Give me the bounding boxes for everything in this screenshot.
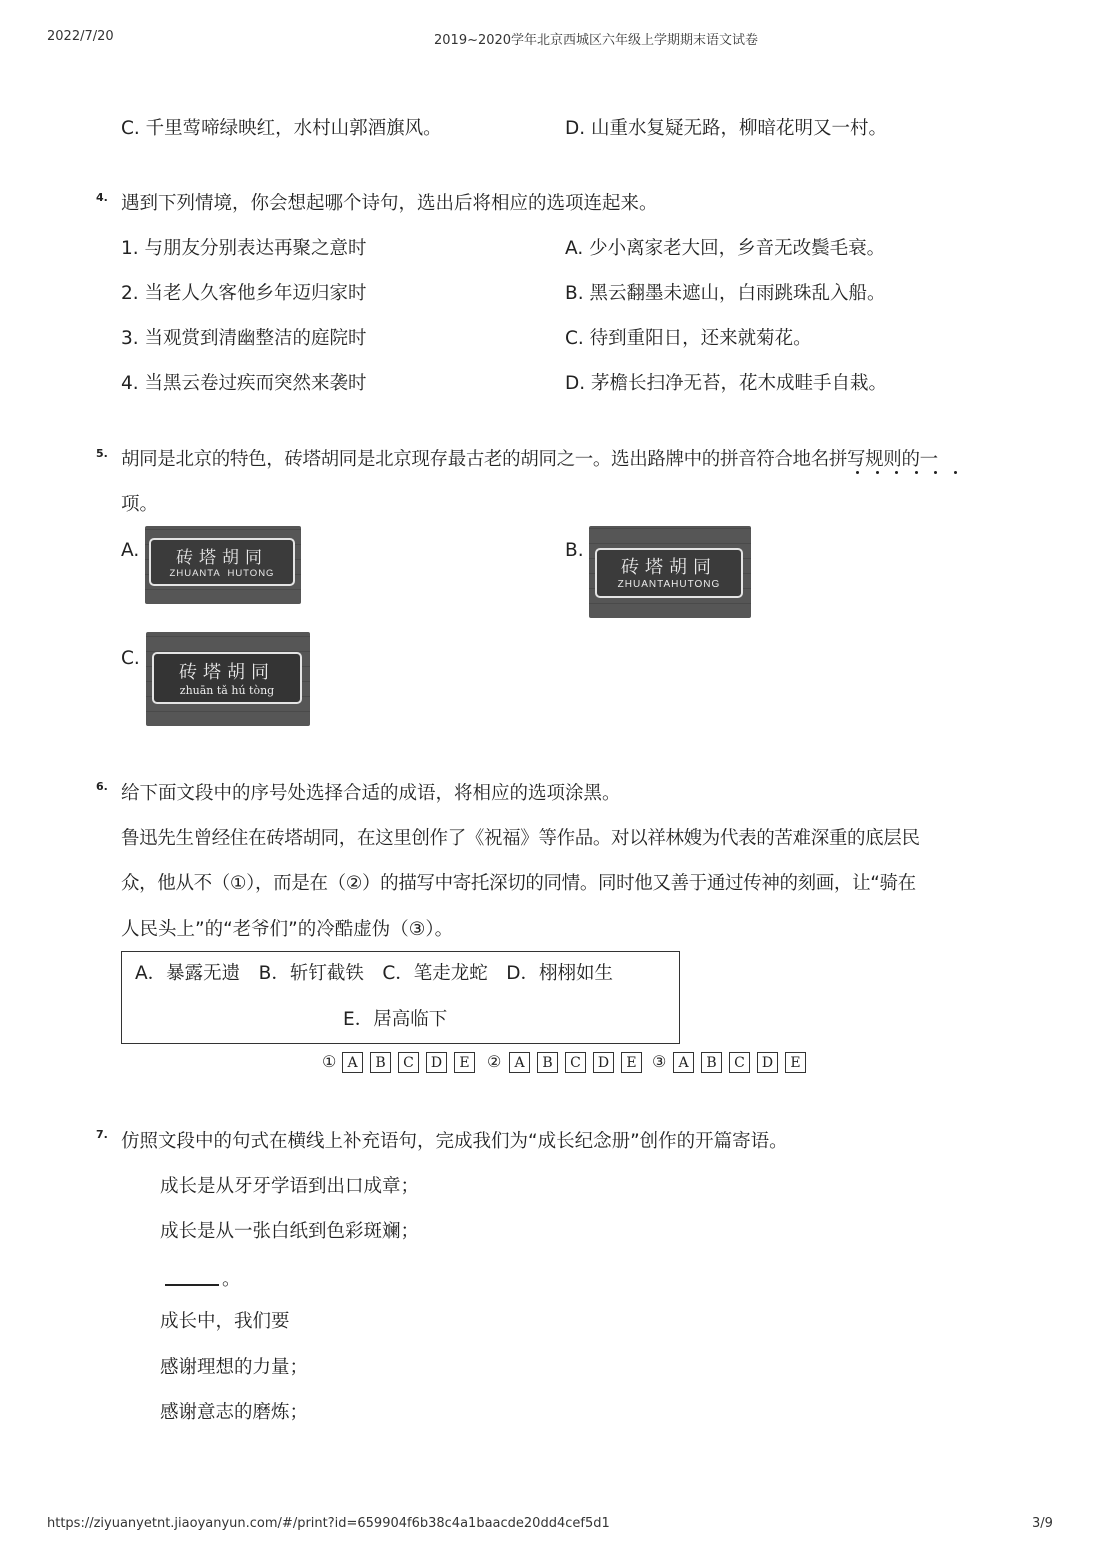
q5-option-a-sign[interactable] [145,526,301,604]
print-date: 2022/7/20 [47,29,114,44]
q6-stem: 给下面文段中的序号处选择合适的成语，将相应的选项涂黑。 [121,783,621,804]
q5-stem-cont: 项。 [121,494,159,515]
document-title: 2019~2020学年北京西城区六年级上学期期末语文试卷 [434,33,759,48]
blank-marker: ③ [652,1052,667,1071]
answer-bubble[interactable]: C [729,1052,750,1073]
q7-line: 感谢意志的磨炼； [160,1402,309,1423]
q7-line: 感谢理想的力量； [160,1357,309,1378]
q4-left-item: 2. 当老人久客他乡年迈归家时 [121,283,367,304]
q5-option-a-label: A. [121,540,140,561]
q4-right-item: C. 待到重阳日，还来就菊花。 [565,328,812,349]
idiom-options-line: A．暴露无遗 B．斩钉截铁 C．笔走龙蛇 D．栩栩如生 [135,963,614,984]
blank-marker: ② [487,1052,502,1071]
q4-left-item: 4. 当黑云卷过疾而突然来袭时 [121,373,367,394]
street-sign-plate [149,538,295,586]
q7-line: 成长是从一张白纸到色彩斑斓； [160,1221,420,1242]
q6-passage-line: 人民头上”的“老爷们”的冷酷虚伪（③）。 [121,919,454,940]
answer-bubble[interactable]: A [673,1052,694,1073]
sign-pinyin: ZHUANTAHUTONG [617,579,721,590]
street-sign-plate [152,652,302,704]
q5-option-c-label: C. [121,648,140,669]
q4-left-item: 1. 与朋友分别表达再聚之意时 [121,238,367,259]
answer-bubble[interactable]: E [454,1052,475,1073]
q6-passage-line: 众，他从不（①），而是在（②）的描写中寄托深切的同情。同时他又善于通过传神的刻画，让“骑在 [121,873,916,894]
q4-right-item: A. 少小离家老大回，乡音无改鬓毛衰。 [565,238,886,259]
q4-left-item: 3. 当观赏到清幽整洁的庭院时 [121,328,367,349]
sign-pinyin: ZHUANTA HUTONG [169,568,275,579]
q5-number: 5. [96,447,108,460]
answer-bubble[interactable]: B [537,1052,558,1073]
sign-chinese: 砖塔胡同 [621,557,717,578]
sign-chinese: 砖塔胡同 [176,548,268,568]
sign-chinese: 砖塔胡同 [179,662,275,683]
answer-bubble[interactable]: D [426,1052,447,1073]
footer-url[interactable]: https://ziyuanyetnt.jiaoyanyun.com/#/print?id=659904f6b38c4a1baacde20dd4cef5d1 [47,1516,610,1531]
answer-bubble[interactable]: E [621,1052,642,1073]
q5-option-b-label: B. [565,540,584,561]
answer-bubble[interactable]: A [509,1052,530,1073]
q6-number: 6. [96,780,108,793]
answer-bubble[interactable]: A [342,1052,363,1073]
answer-bubble[interactable]: B [370,1052,391,1073]
answer-bubble[interactable]: D [593,1052,614,1073]
street-sign-plate [595,548,743,598]
sign-pinyin: zhuān tǎ hú tòng [179,684,275,697]
q7-line: 成长中，我们要 [160,1311,290,1332]
answer-bubble[interactable]: B [701,1052,722,1073]
q4-right-item: B. 黑云翻墨未遮山，白雨跳珠乱入船。 [565,283,886,304]
answer-bubble[interactable]: D [757,1052,778,1073]
q3-option-c: C. 千里莺啼绿映红，水村山郭酒旗风。 [121,118,442,139]
q7-stem: 仿照文段中的句式在横线上补充语句，完成我们为“成长纪念册”创作的开篇寄语。 [121,1131,788,1152]
answer-bubble[interactable]: C [398,1052,419,1073]
q7-number: 7. [96,1128,108,1141]
q4-stem: 遇到下列情境，你会想起哪个诗句，选出后将相应的选项连起来。 [121,193,658,214]
fill-in-blank[interactable] [165,1284,219,1286]
answer-bubble[interactable]: C [565,1052,586,1073]
page-number: 3/9 [1032,1516,1053,1531]
answer-bubble[interactable]: E [785,1052,806,1073]
q6-passage-line: 鲁迅先生曾经住在砖塔胡同，在这里创作了《祝福》等作品。对以祥林嫂为代表的苦难深重的底层民 [121,828,920,849]
q4-right-item: D. 茅檐长扫净无苔，花木成畦手自栽。 [565,373,888,394]
blank-marker: ① [322,1052,337,1071]
q3-option-d: D. 山重水复疑无路，柳暗花明又一村。 [565,118,888,139]
idiom-options-box [121,951,680,1044]
q4-number: 4. [96,191,108,204]
q5-stem: 胡同是北京的特色，砖塔胡同是北京现存最古老的胡同之一。选出路牌中的拼音符合地名拼写规则的一 [121,449,938,470]
q5-option-c-sign[interactable] [146,632,310,726]
q7-blank-end: 。 [222,1269,241,1290]
idiom-options-line: E．居高临下 [343,1009,448,1030]
q5-option-b-sign[interactable] [589,526,751,618]
q7-line: 成长是从牙牙学语到出口成章； [160,1176,420,1197]
